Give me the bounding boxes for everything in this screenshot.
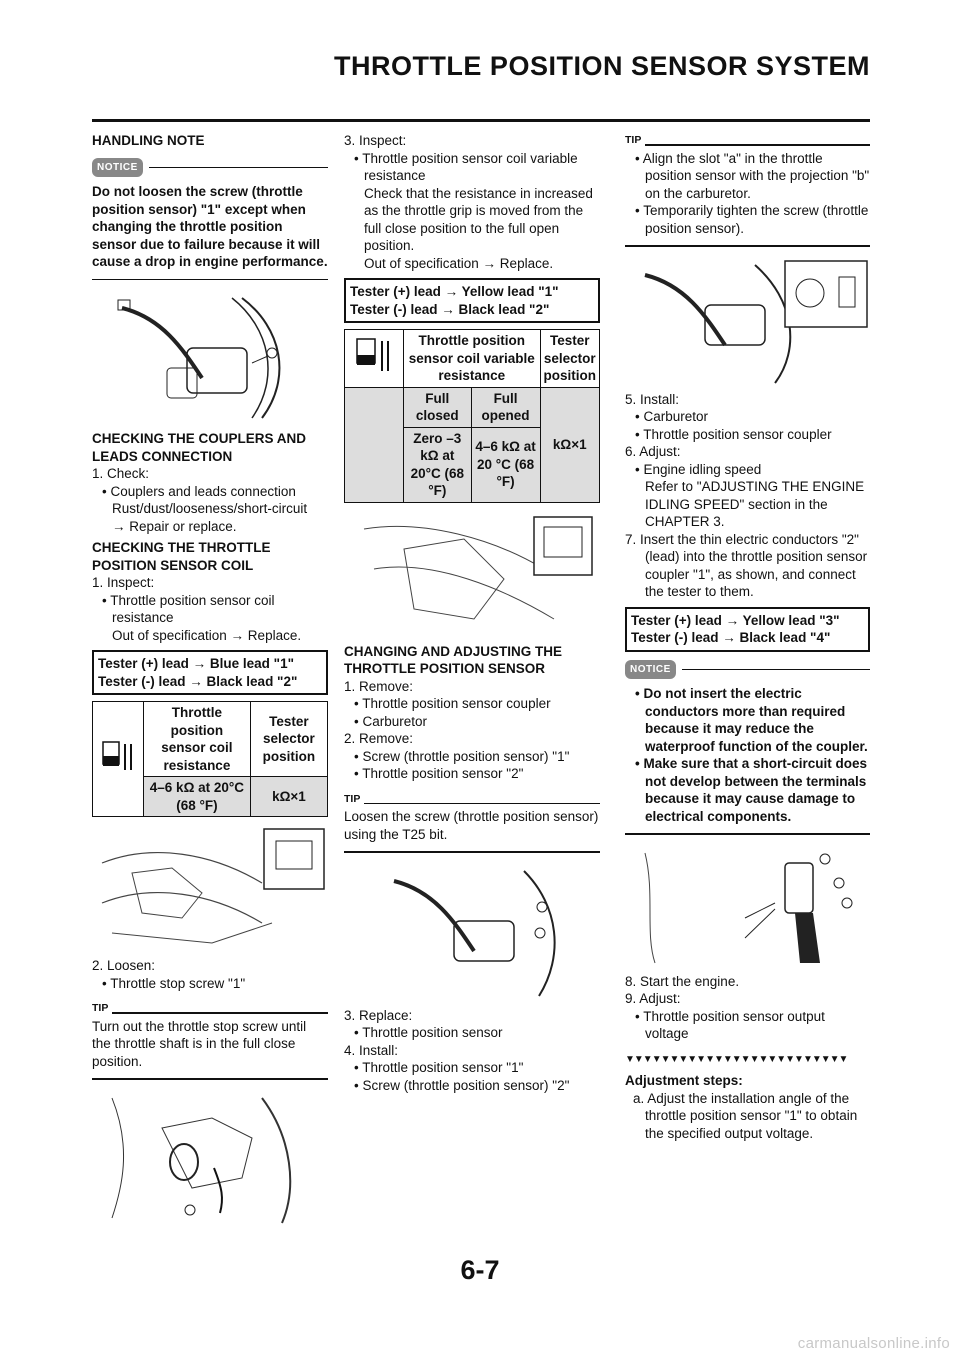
column-right: TIP • Align the slot "a" in the throttle position sensor with the projection "b" on the carburetor. • Temporarily tighten the screw (throttle position sensor). 5. Install: • Carburetor • Throttle position sensor coupler 6. Adjust: • Engine idling speed Refer to "ADJUSTING THE ENGINE IDLING SPEED" section in the CHAPTER 3. 7. Insert the thin electric conductors "2" (lead) into the throttle position sensor coupler "1", as shown, and connect the tester to them. Tester (+) lead → Yellow lead "3" Tester (-) lead → Black lead "4" NOTICE • Do not insert the electric conductors more than required because it may reduce the waterproof function of the coupler. • Make sure that a short-circuit does not develop between the terminals because it may cause damage to electrical components. 8. Start the engine. 9. Adjust: • Throttle position sensor output voltage ▼▼▼▼▼▼▼▼▼▼▼▼▼▼▼▼▼▼▼▼▼▼▼▼▼ Adjustment steps: a. Adjust the installation angle of the throttle position sensor "1" to obtain the specified output voltage. <box>625 134 870 1141</box>
notice-text: Do not loosen the screw (throttle position sensor) "1" except when changing the throttle position sensor due to failure because it will cause a drop in engine performance. <box>92 184 328 269</box>
tip-text: Loosen the screw (throttle position sensor) using the T25 bit. <box>344 809 599 842</box>
tester-icon <box>93 702 144 817</box>
figure-tps-remove <box>344 861 600 1001</box>
tester-box-2: Tester (+) lead → Yellow lead "1" Tester (-) lead → Black lead "2" <box>344 278 600 323</box>
column-middle: 3. Inspect: • Throttle position sensor coil variable resistance Check that the resistance in increased as the throttle grip is moved from the full close position to the full open position. Out of specification → Replace. Tester (+) lead → Yellow lead "1" Tester (-) lead → Black lead "2" Throttle position sensor coil variable resistance Tester selector position Full closed Full opened kΩ×1 Zero –3 kΩ at 20°C (68 °F) 4–6 kΩ at 20 °C (68 °F) CHANGING AND ADJUSTING THE THROTTLE POSITION SENSOR 1. Remove: • Throttle position sensor coupler • Carburetor 2. Remove: • Screw (throttle position sensor) "1" • Throttle position sensor "2" TIP Loosen the screw (throttle position sensor) using the T25 bit. 3. Replace: • Throttle position sensor 4. Install: • Throttle position sensor "1" • Screw (throttle position sensor) "2" <box>344 133 599 1093</box>
figure-tps-screw <box>92 288 328 424</box>
title-rule <box>92 119 870 122</box>
watermark: carmanualsonline.info <box>797 1335 950 1352</box>
tip-header: TIP <box>92 1000 328 1018</box>
figure-coupler-2 <box>344 509 600 637</box>
column-left: HANDLING NOTE NOTICE Do not loosen the screw (throttle position sensor) "1" except when changing the throttle position sensor due to failure because it will cause a drop in engine performance. CHECKING THE COUPLERS AND LEADS CONNECTION 1. Check: • Couplers and leads connection Rust/dust/looseness/short-circuit → Repair or replace. CHECKING THE THROTTLE POSITION SENSOR COIL 1. Inspect: • Throttle position sensor coil resistance Out of specification → Replace. Tester (+) lead → Blue lead "1" Tester (-) lead → Black lead "2" Throttle position sensor coil resistance Tester selector position 4–6 kΩ at 20°C (68 °F) kΩ×1 2. Loosen: • Throttle stop screw "1" TIP Turn out the throttle stop screw until the throttle shaft is in the full close position. <box>92 132 328 1232</box>
triangle-divider: ▼▼▼▼▼▼▼▼▼▼▼▼▼▼▼▼▼▼▼▼▼▼▼▼▼ <box>625 1053 848 1065</box>
tip-text: Turn out the throttle stop screw until the throttle shaft is in the full close position. <box>92 1018 307 1069</box>
tip-header: TIP <box>625 132 870 150</box>
figure-coupler-1 <box>92 823 328 951</box>
tip-header: TIP <box>344 791 600 809</box>
figure-coupler-probe <box>625 843 870 967</box>
page-title: THROTTLE POSITION SENSOR SYSTEM <box>333 51 870 81</box>
tester-icon <box>345 330 404 388</box>
handling-note-heading: HANDLING NOTE <box>92 133 205 148</box>
notice-header <box>625 660 870 680</box>
spec-table-variable: Throttle position sensor coil variable resistance Tester selector position Full closed Full opened kΩ×1 Zero –3 kΩ at 20°C (68 °F) 4–6 kΩ at 20 °C (68 °F) <box>344 329 600 503</box>
tester-box-1: Tester (+) lead → Blue lead "1" Tester (-) lead → Black lead "2" <box>92 650 328 695</box>
tps-screw-illustration <box>92 288 328 424</box>
figure-tps-align <box>625 255 870 385</box>
couplers-heading: CHECKING THE COUPLERS AND LEADS CONNECTION <box>92 431 307 464</box>
page-number: 6-7 <box>460 1255 500 1285</box>
spec-table-coil: Throttle position sensor coil resistance Tester selector position 4–6 kΩ at 20°C (68 °F) kΩ×1 <box>92 701 328 817</box>
changing-heading: CHANGING AND ADJUSTING THE THROTTLE POSITION SENSOR <box>344 643 563 676</box>
tester-box-3: Tester (+) lead → Yellow lead "3" Tester (-) lead → Black lead "4" <box>625 607 870 652</box>
notice-badge: NOTICE <box>625 660 676 680</box>
figure-stop-screw <box>92 1088 328 1226</box>
notice-badge: NOTICE <box>92 158 143 178</box>
coil-heading: CHECKING THE THROTTLE POSITION SENSOR COIL <box>92 540 271 573</box>
notice-header <box>92 158 328 178</box>
